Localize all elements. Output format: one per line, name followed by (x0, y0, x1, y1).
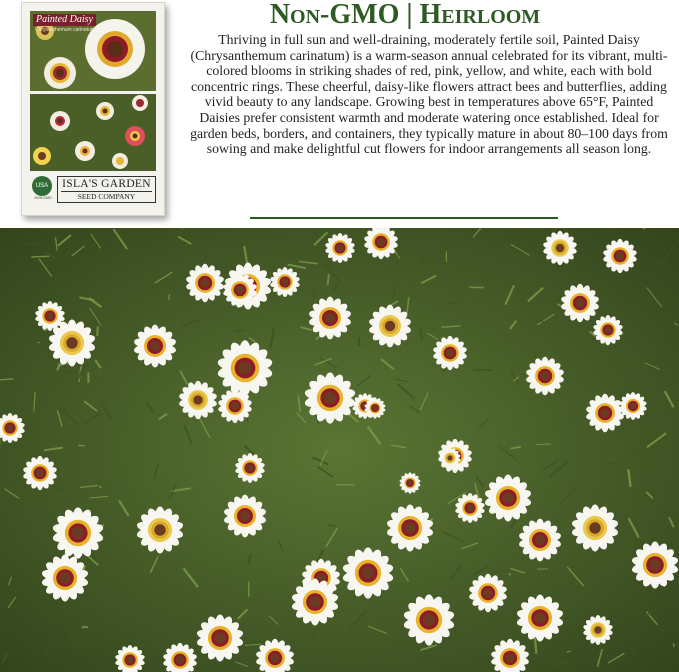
brand-subtitle: SEED COMPANY (61, 191, 152, 201)
non-gmo-badge-caption: NON-GMO (34, 196, 52, 200)
painted-daisy-field-image (0, 228, 679, 672)
flower-field-photo (0, 228, 679, 672)
brand-box (57, 176, 156, 203)
packet-photo-divider (30, 91, 156, 94)
packet-photo (30, 11, 156, 171)
brand-name: ISLA'S GARDEN (62, 178, 151, 190)
seed-packet (21, 2, 165, 216)
packet-title: Painted Daisy (33, 14, 96, 26)
title-divider (250, 217, 558, 219)
top-banner (0, 0, 679, 228)
packet-subtitle: Chrysanthemum carinatum (35, 27, 96, 33)
page-title: Non-GMO | Heirloom (269, 0, 541, 30)
product-description: Thriving in full sun and well-draining, moderately fertile soil, Painted Daisy (Chrysanthemum carinatum) is a warm-season annual celebrated for its vibrant, multi-colored blooms in striking shades of red, pink, yellow, and white, each with bold concentric rings. These cheerful, daisy-like flowers attract bees and butterflies, adding vivid beauty to any landscape. Growing best in temperatures above 65°F, Painted Daisies prefer consistent warmth and moderate watering once established. Ideal for garden beds, borders, and containers, they typically mature in about 80–100 days from sowing and make delightful cut flowers for indoor arrangements all season long. (190, 32, 668, 157)
brand-logo (30, 175, 156, 205)
non-gmo-badge-icon: USA (32, 176, 52, 196)
